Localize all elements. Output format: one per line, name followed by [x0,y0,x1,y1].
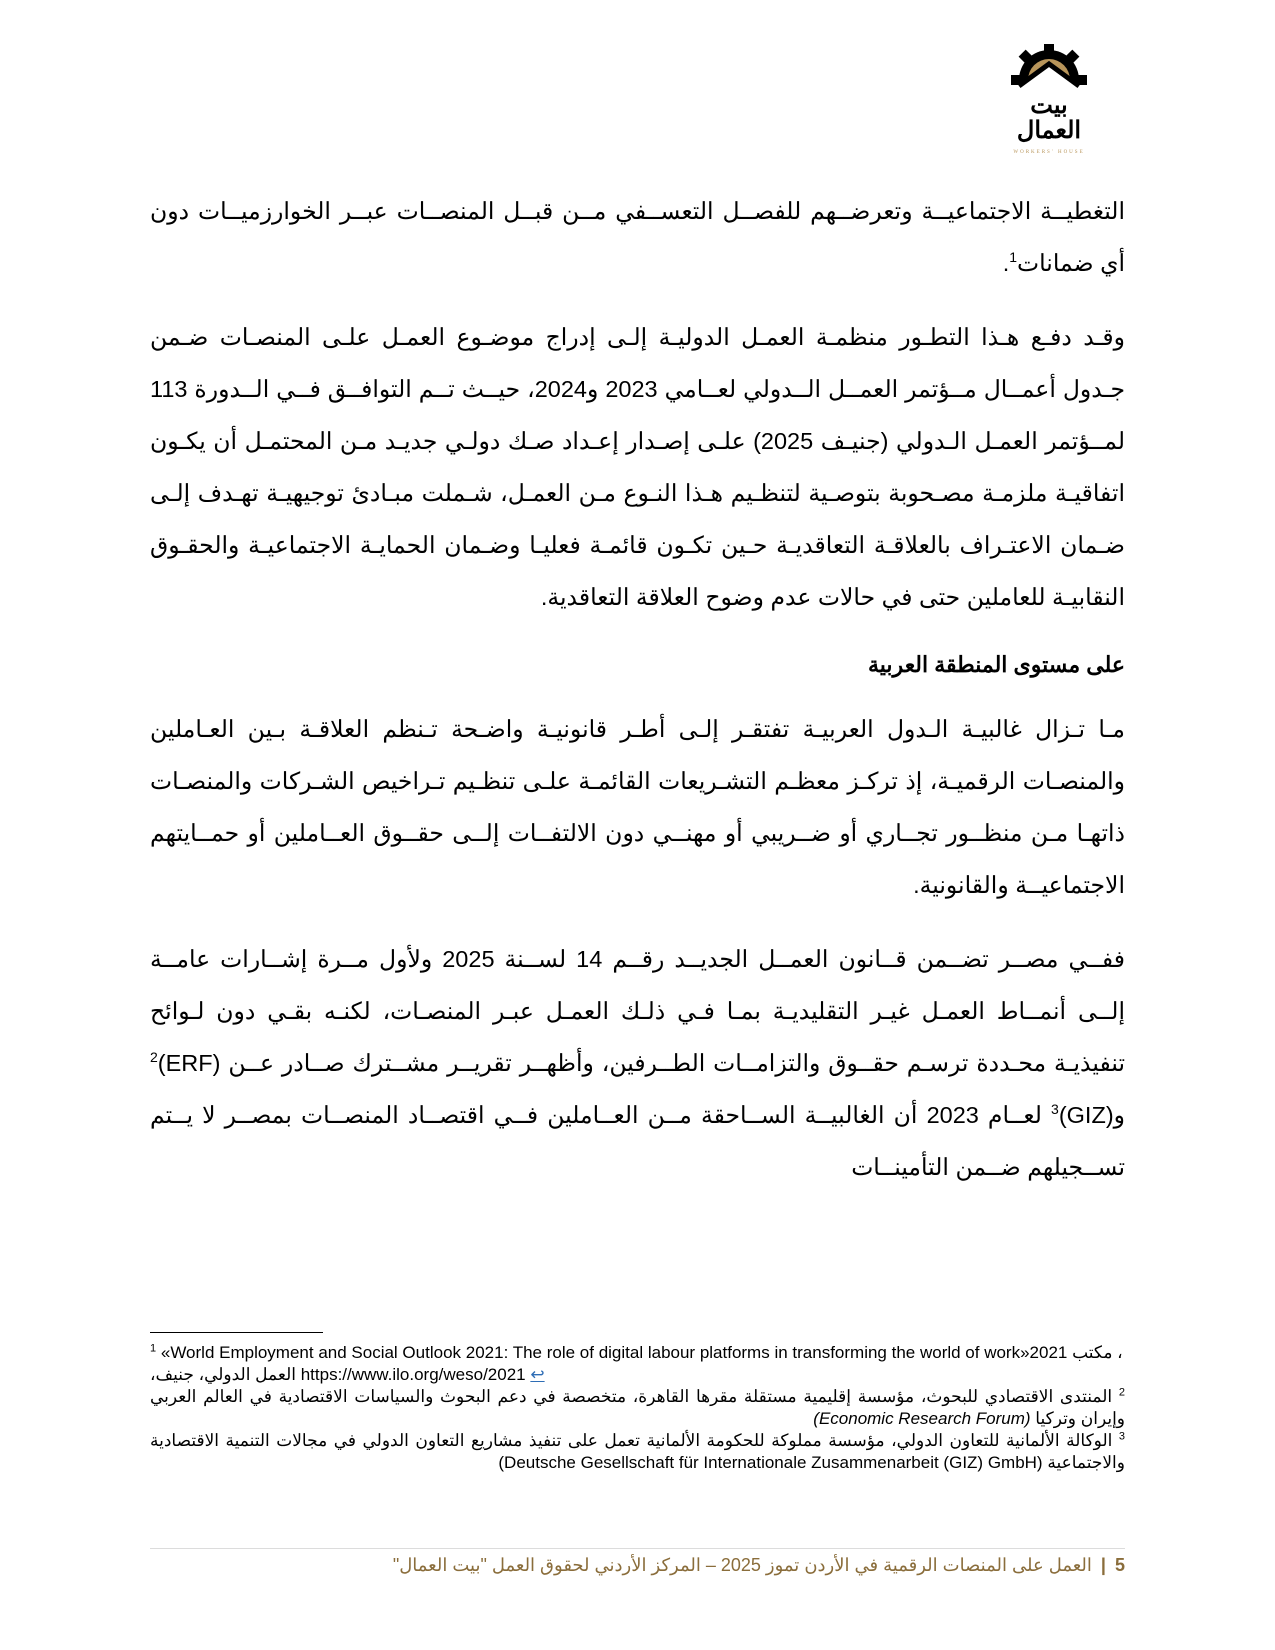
footnote-number: 2 [1118,1386,1125,1399]
page-footer [150,1555,1125,1576]
footnotes [150,1342,1125,1474]
paragraph-tail: . [1002,250,1010,276]
page-number: 5 [1114,1555,1125,1575]
logo-text-line1: بيت [1030,92,1068,119]
footnote-3 [150,1430,1125,1474]
footnote-text-ar: المنتدى الاقتصادي للبحوث، مؤسسة إقليمية مستقلة مقرها القاهرة، متخصصة في دعم البحوث والسياسات الاقتصادية في العالم العربي وإيران وتركيا [150,1387,1125,1428]
footnote-1 [150,1342,1125,1386]
footnote-number: 1 [150,1342,157,1355]
paragraph-text: التغطيــة الاجتماعيــة وتعرضــهم للفصــل التعســفي مــن قبــل المنصــات عبــر الخوارزميــات دون أي ضمانات [150,198,1125,276]
body-paragraph: وقـد دفـع هـذا التطـور منظمـة العمـل الدوليـة إلـى إدراج موضـوع العمـل علـى المنصـات ضـمن جـدول أعمــال مــؤتمر العمــل الــدولي لعــامي 2023 و2024، حيــث تــم التوافــق فــي الــدورة 113 لمــؤتمر العمـل الـدولي (جنيـف 2025) علـى إصـدار إعـداد صـك دولـي جديـد مـن المحتمـل أن يكـون اتفاقيـة ملزمـة مصـحوبة بتوصـية لتنظـيم هـذا النـوع مـن العمـل، شـملت مبـادئ توجيهيـة تهـدف إلـى ضـمان الاعتـراف بالعلاقـة التعاقديـة حـين تكـون قائمـة فعليـا وضـمان الحمايـة الاجتماعيـة والحقـوق النقابيـة للعاملين حتى في حالات عدم وضوح العلاقة التعاقدية. [150,324,1125,610]
body-paragraph [150,185,1125,289]
footnote-text-ar: الوكالة الألمانية للتعاون الدولي، مؤسسة مملوكة للحكومة الألمانية تعمل على تنفيذ مشاريع التعاون الدولي في مجالات التنمية الاقتصادية والاجتماعية [150,1431,1125,1472]
footnote-number: 3 [1118,1430,1125,1443]
footer-text: العمل على المنصات الرقمية في الأردن تموز 2025 – المركز الأردني لحقوق العمل "بيت العمال" [392,1555,1092,1575]
back-link-icon[interactable]: ↩ [530,1365,545,1384]
logo-caption: WORKERS' HOUSE [1013,150,1085,155]
body-paragraph [150,933,1125,1193]
footnote-url[interactable]: https://www.ilo.org/weso/2021 [300,1365,526,1384]
footnote-ref[interactable]: 2 [150,1049,158,1066]
footnote-ref[interactable]: 1 [1009,249,1018,266]
footnote-2 [150,1386,1125,1430]
footnote-text-en: (Deutsche Gesellschaft für Internationale Zusammenarbeit (GIZ) GmbH) [498,1453,1043,1472]
footnote-separator [150,1332,323,1333]
logo-text-line2: العمال [1016,117,1082,144]
section-heading: على مستوى المنطقة العربية [868,652,1125,677]
footnote-ref[interactable]: 3 [1051,1101,1059,1118]
paragraph-text: و(GIZ) [1058,1102,1125,1128]
paragraph-text: لعــام 2023 أن الغالبيــة الســاحقة مــن العــاملين فــي اقتصــاد المنصــات بمصــر لا يــتم تســجيلهم ضــمن التأمينــات [150,1102,1125,1180]
paragraph-text: ففــي مصــر تضــمن قــانون العمــل الجديــد رقــم 14 لســنة 2025 ولأول مــرة إشــارات عامــة إلــى أنمــاط العمـل غيـر التقليديـة بمـا فـي ذلـك العمـل عبـر المنصـات، لكنـه بقـي دون لـوائح تنفيذيـة محـددة ترسـم حقــوق والتزامــات الطــرفين، وأظهــر تقريــر مشــترك صــادر عــن (ERF) [150,946,1125,1076]
body-paragraph: مـا تـزال غالبيـة الـدول العربيـة تفتقـر إلـى أطـر قانونيـة واضـحة تـنظم العلاقـة بـين العـاملين والمنصـات الرقميـة، إذ تركـز معظـم التشـريعات القائمـة علـى تنظـيم تـراخيص الشـركات والمنصـات ذاتهـا مـن منظــور تجــاري أو ضــريبي أو مهنــي دون الالتفــات إلــى حقــوق العــاملين أو حمــايتهم الاجتماعيــة والقانونية. [150,716,1125,898]
document-body [150,185,1125,1215]
footer-divider [150,1548,1125,1549]
footnote-text-en: «World Employment and Social Outlook 2021: The role of digital labour platforms in transforming the world of work»2021 [160,1343,1068,1362]
footnote-text-ar: ، مكتب العمل الدولي، جنيف، [150,1343,1123,1384]
footnote-text-en: (Economic Research Forum) [813,1409,1031,1428]
logo [1005,44,1093,160]
footer-separator: | [1100,1555,1106,1575]
